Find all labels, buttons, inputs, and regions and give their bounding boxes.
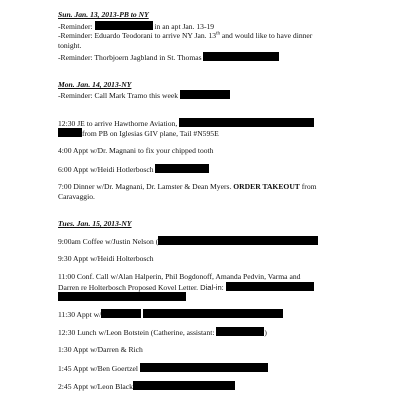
event-je-arrival-cont: from PB on Iglesias GIV plane, Tail #N595E	[58, 128, 378, 139]
reminder-tramo: -Reminder: Call Mark Tramo this week	[58, 90, 378, 101]
event-leon-black: 2:45 Appt w/Leon Black	[58, 381, 378, 392]
event-coffee-nelson: 9:00am Coffee w/Justin Nelson (	[58, 236, 378, 247]
event-lunch-botstein: 12:30 Lunch w/Leon Botstein (Catherine, assistant: )	[58, 328, 267, 337]
redaction-bar	[158, 236, 318, 245]
event-conf-call-dialin	[58, 292, 378, 303]
redaction-bar	[95, 21, 153, 30]
event-hotlerbosch: 6:00 Appt w/Heidi Hotlerbosch	[58, 164, 378, 175]
redaction-bar	[216, 327, 264, 336]
redaction-bar	[180, 90, 230, 99]
reminder-apt: -Reminder: in an apt Jan. 13-19	[58, 22, 215, 31]
reminder-teodorani-cont: tonight.	[58, 41, 82, 50]
redaction-bar	[179, 118, 314, 127]
redaction-bar	[58, 292, 186, 301]
reminder-jagbland: -Reminder: Thorbjoern Jagbland in St. Thomas	[58, 52, 378, 63]
event-magnani-tooth: 4:00 Appt w/Dr. Magnani to fix your chipped tooth	[58, 146, 214, 155]
redaction-bar	[133, 381, 235, 390]
redaction-bar	[226, 282, 314, 291]
redaction-bar	[140, 363, 268, 372]
event-darren-rich: 1:30 Appt w/Darren & Rich	[58, 345, 143, 354]
redaction-bar	[58, 128, 82, 137]
event-dinner-magnani-cont: Caravaggio.	[58, 192, 95, 201]
event-je-arrival: 12:30 JE to arrive Hawthorne Aviation,	[58, 118, 378, 129]
event-dinner-magnani: 7:00 Dinner w/Dr. Magnani, Dr. Lamster & Dean Myers. ORDER TAKEOUT from	[58, 182, 317, 191]
event-holterbosch: 9:30 Appt w/Heidi Holterbosch	[58, 254, 154, 263]
redaction-bar	[203, 52, 279, 61]
event-1130-appt: 11:30 Appt w/	[58, 309, 378, 320]
redaction-bar	[155, 164, 209, 173]
reminder-teodorani: -Reminder: Eduardo Teodorani to arrive NY Jan. 13th and would like to have dinner	[58, 31, 313, 40]
redaction-bar	[143, 309, 283, 318]
event-goertzel: 1:45 Appt w/Ben Goertzel	[58, 363, 378, 374]
day-header-jan-13: Sun. Jan. 13, 2013-PB to NY	[58, 10, 149, 19]
event-conf-call: 11:00 Conf. Call w/Alan Halperin, Phil Bogdonoff, Amanda Pedvin, Varma and	[58, 272, 301, 281]
day-header-jan-15: Tues. Jan. 15, 2013-NY	[58, 219, 132, 228]
day-header-jan-14: Mon. Jan. 14, 2013-NY	[58, 80, 132, 89]
redaction-bar	[101, 309, 141, 318]
event-conf-call-cont: Darren re Holterbosch Proposed Kovel Letter. Dial-in:	[58, 282, 378, 293]
